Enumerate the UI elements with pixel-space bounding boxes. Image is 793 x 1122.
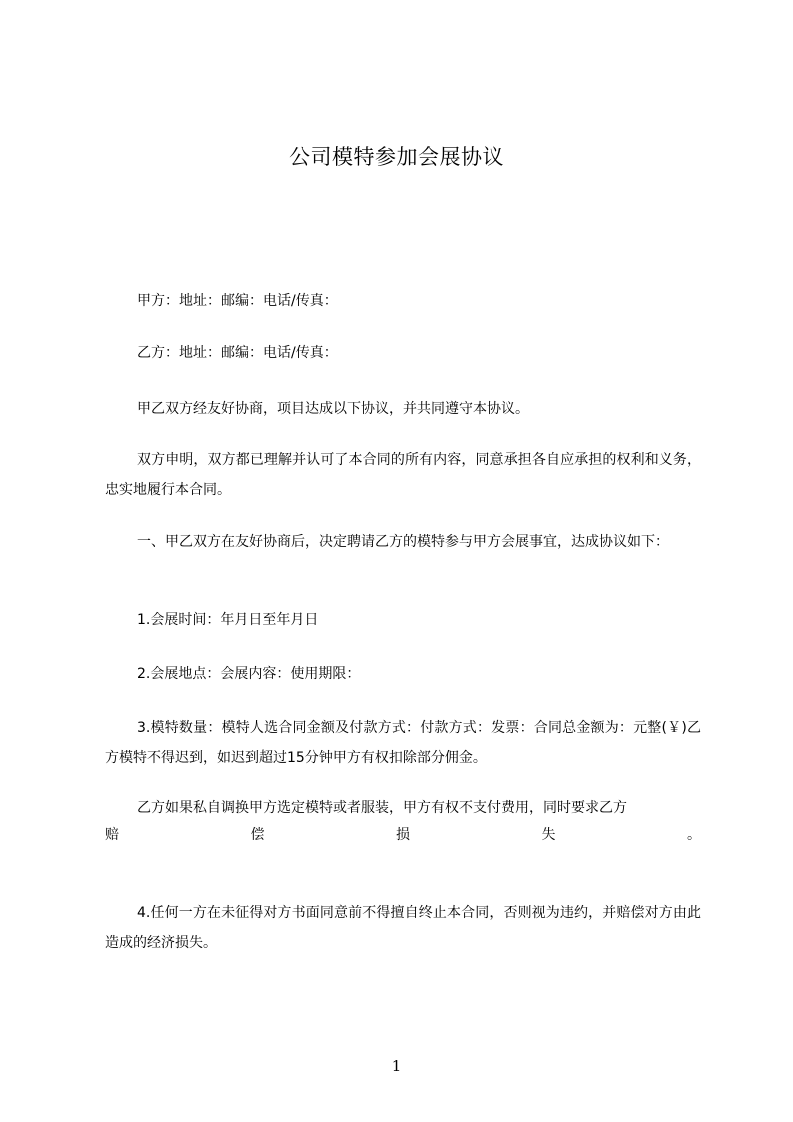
clause-3-model-quantity: 3.模特数量：模特人选合同金额及付款方式：付款方式：发票：合同总金额为：元整(￥)乙方模特不得迟到，如迟到超过15分钟甲方有权扣除部分佣金。 — [105, 720, 701, 766]
clause-2-exhibition-location: 2.会展地点：会展内容：使用期限： — [137, 666, 361, 682]
spread-char: 赔 — [105, 827, 119, 843]
clause-4-termination: 4.任何一方在未征得对方书面同意前不得擅自终止本合同，否则视为违约，并赔偿对方由此造成的经济损失。 — [105, 905, 701, 951]
party-a-info: 甲方：地址：邮编：电话/传真： — [137, 293, 338, 309]
model-replacement-paragraph: 乙方如果私自调换甲方选定模特或者服装，甲方有权不支付费用，同时要求乙方 — [137, 800, 627, 816]
spread-char: 偿 — [250, 827, 265, 843]
declaration-paragraph: 双方申明，双方都已理解并认可了本合同的所有内容，同意承担各自应承担的权利和义务，忠实地履行本合同。 — [105, 452, 701, 498]
clause-one: 一、甲乙双方在友好协商后，决定聘请乙方的模特参与甲方会展事宜，达成协议如下： — [137, 534, 669, 550]
page-number: 1 — [391, 1057, 402, 1075]
spread-char: 损 — [396, 827, 410, 843]
compensation-spread-line — [105, 820, 701, 850]
document-title: 公司模特参加会展协议 — [289, 145, 504, 169]
spread-char: 。 — [687, 827, 701, 843]
clause-1-exhibition-time: 1.会展时间：年月日至年月日 — [137, 612, 319, 628]
party-b-info: 乙方：地址：邮编：电话/传真： — [137, 345, 338, 361]
agreement-intro: 甲乙双方经友好协商，项目达成以下协议，并共同遵守本协议。 — [137, 401, 529, 417]
spread-char: 失 — [541, 827, 556, 843]
